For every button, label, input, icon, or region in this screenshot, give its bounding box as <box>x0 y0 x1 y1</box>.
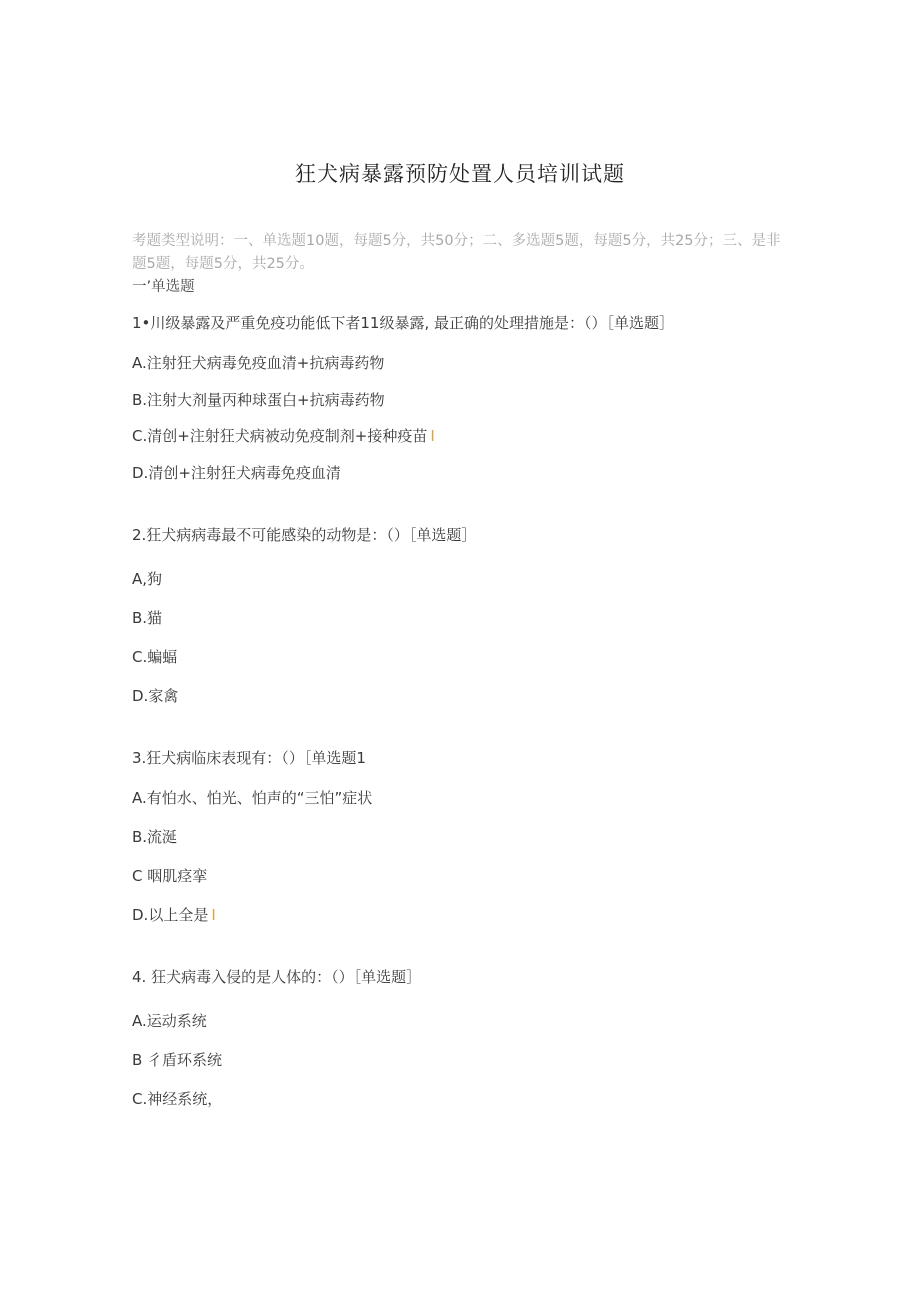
question-stem: 1•川级暴露及严重免疫功能低下者11级暴露, 最正确的处理措施是：（）［单选题］ <box>132 314 675 332</box>
answer-option: C.神经系统， <box>132 1090 223 1108</box>
exam-instructions: 考题类型说明：一、单选题10题，每题5分，共50分；二、多选题5题，每题5分，共25分；三、是非题5题，每题5分，共25分。 <box>132 233 781 272</box>
answer-option-text: C.清创+注射狂犬病被动免疫制剂+接种疫苗 <box>132 427 428 445</box>
answer-option <box>132 904 216 925</box>
answer-option: B.流涎 <box>132 828 178 846</box>
answer-mark: I <box>211 906 216 924</box>
document-title: 狂犬病暴露预防处置人员培训试题 <box>295 162 625 186</box>
answer-option: B 彳盾环系统 <box>132 1051 223 1069</box>
answer-option <box>132 425 435 446</box>
answer-option: B.注射大剂量丙种球蛋白+抗病毒药物 <box>132 391 385 409</box>
answer-option: B.猫 <box>132 609 163 627</box>
answer-option: A,狗 <box>132 570 163 588</box>
answer-option: A.有怕水、怕光、怕声的“三怕”症状 <box>132 789 373 807</box>
answer-option: D.清创+注射狂犬病毒免疫血清 <box>132 464 341 482</box>
question-stem: 3.狂犬病临床表现有：（）［单选题1 <box>132 749 366 767</box>
answer-option: A.注射狂犬病毒免疫血清+抗病毒药物 <box>132 354 385 372</box>
answer-option: A.运动系统 <box>132 1012 207 1030</box>
answer-option: C 咽肌痉挛 <box>132 867 208 885</box>
question-stem: 4. 狂犬病毒入侵的是人体的：（）［单选题］ <box>132 968 422 986</box>
section-heading: 一’单选题 <box>132 279 195 295</box>
answer-mark: I <box>430 427 435 445</box>
answer-option: C.蝙蝠 <box>132 648 178 666</box>
answer-option: D.家禽 <box>132 687 179 705</box>
answer-option-text: D.以上全是 <box>132 906 209 924</box>
question-stem: 2.狂犬病病毒最不可能感染的动物是：（）［单选题］ <box>132 526 477 544</box>
